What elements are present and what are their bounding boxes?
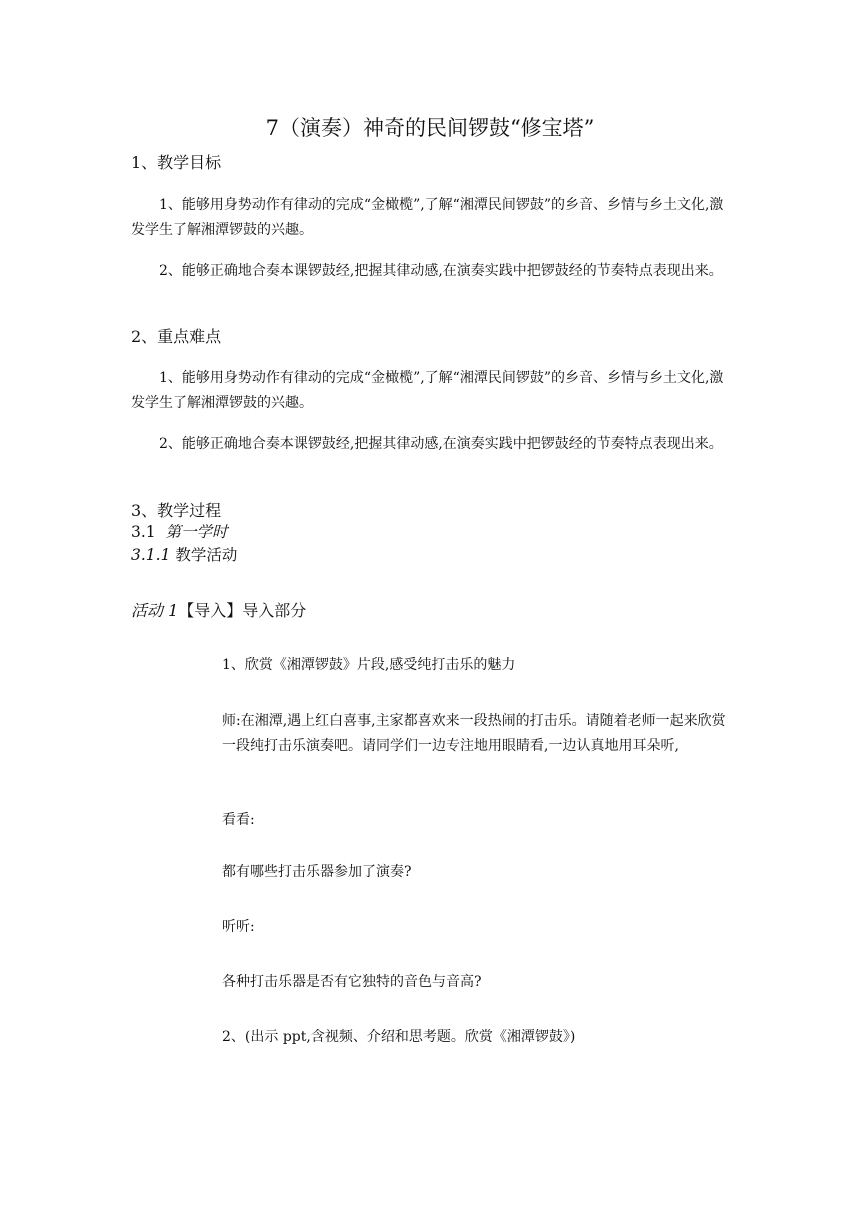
activity-line-4: 都有哪些打击乐器参加了演奏? xyxy=(222,864,412,880)
activity-line-7: 2、(出示 ppt,含视频、介绍和思考题。欣赏《湘潭锣鼓》) xyxy=(222,1029,576,1045)
subsection-number: 3.1 xyxy=(131,523,156,541)
key-point-paragraph-1: 1、能够用身势动作有律动的完成“金橄榄”,了解“湘潭民间锣鼓”的乡音、乡情与乡土文化,激发学生了解湘潭锣鼓的兴趣。 xyxy=(131,370,724,411)
subsection-3-1 xyxy=(131,520,228,542)
activity-label: 活动 1 xyxy=(131,601,179,620)
page-title: 7（演奏）神奇的民间锣鼓“修宝塔” xyxy=(265,116,595,140)
activity-line-3: 看看: xyxy=(222,812,255,828)
subsection-title: 第一学时 xyxy=(165,523,228,541)
activity-line-1: 1、欣赏《湘潭锣鼓》片段,感受纯打击乐的魅力 xyxy=(222,657,516,673)
activity-line-6: 各种打击乐器是否有它独特的音色与音高? xyxy=(222,974,482,990)
objective-paragraph-1: 1、能够用身势动作有律动的完成“金橄榄”,了解“湘潭民间锣鼓”的乡音、乡情与乡土文化,激发学生了解湘潭锣鼓的兴趣。 xyxy=(131,197,724,238)
key-point-paragraph-2: 2、能够正确地合奏本课锣鼓经,把握其律动感,在演奏实践中把锣鼓经的节奏特点表现出来。 xyxy=(159,436,723,452)
activity-title: 【导入】导入部分 xyxy=(178,601,307,620)
section-heading-objectives: 1、教学目标 xyxy=(131,153,222,172)
activity-heading xyxy=(131,598,306,621)
section-heading-key-points: 2、重点难点 xyxy=(131,327,222,346)
activity-line-2: 师:在湘潭,遇上红白喜事,主家都喜欢来一段热闹的打击乐。请随着老师一起来欣赏一段纯打击乐演奏吧。请同学们一边专注地用眼睛看,一边认真地用耳朵听, xyxy=(222,713,726,754)
objective-paragraph-2: 2、能够正确地合奏本课锣鼓经,把握其律动感,在演奏实践中把锣鼓经的节奏特点表现出来。 xyxy=(159,263,723,279)
subsection-number: 3.1.1 xyxy=(131,546,171,564)
section-heading-process: 3、教学过程 xyxy=(131,501,222,520)
subsection-title: 教学活动 xyxy=(175,546,238,564)
subsection-3-1-1 xyxy=(131,543,237,565)
activity-line-5: 听听: xyxy=(222,919,255,935)
